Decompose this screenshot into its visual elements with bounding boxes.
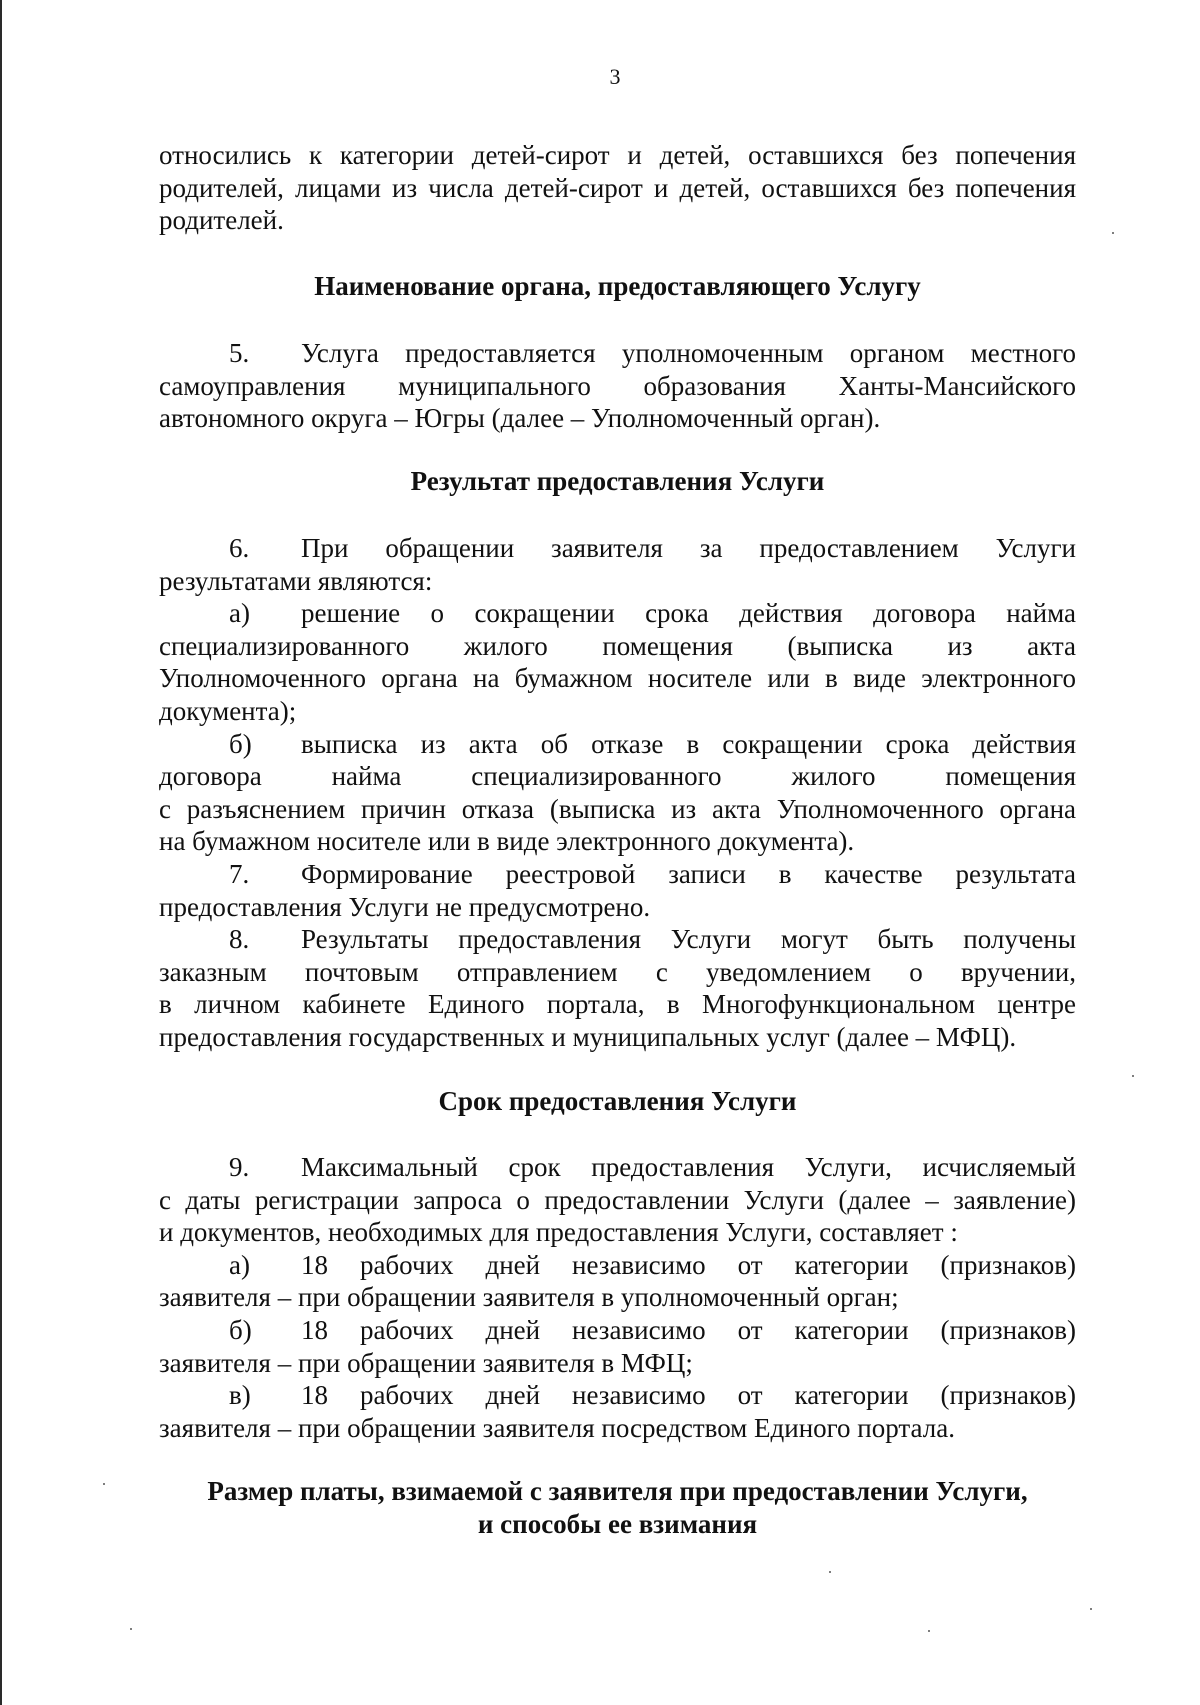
paragraph-number: в) — [229, 1380, 251, 1411]
paragraph-number: а) — [229, 1249, 250, 1280]
paragraph-line: договора найма специализированного жилого помещения — [159, 761, 1076, 792]
paragraph-line: выписка из акта об отказе в сокращении срока действия — [301, 728, 1076, 759]
paragraph-line: При обращении заявителя за предоставлением Услуги — [301, 533, 1076, 563]
paragraph-line: самоуправления муниципального образования Ханты-Мансийского — [159, 370, 1076, 401]
result-block — [159, 532, 1076, 1054]
paragraph-line: заявителя – при обращении заявителя в МФЦ; — [159, 1347, 693, 1378]
paragraph-line: документа); — [159, 695, 297, 726]
section-heading-fee — [159, 1475, 1076, 1540]
paragraph-line: результатами являются: — [159, 565, 433, 596]
paragraph-line: автономного округа – Югры (далее – Уполномоченный орган). — [159, 403, 881, 434]
paragraph-number: 8. — [229, 924, 250, 955]
paragraph-line: заказным почтовым отправлением с уведомлением о вручении, — [159, 956, 1076, 987]
paragraph-6b — [159, 728, 1076, 761]
paragraph-5 — [159, 337, 1076, 435]
paragraph-6 — [159, 532, 1076, 565]
paragraph-line: предоставления государственных и муниципальных услуг (далее – МФЦ). — [159, 1021, 1017, 1052]
paragraph-line: Формирование реестровой записи в качестве результата — [301, 858, 1076, 889]
scan-speck — [103, 1483, 105, 1485]
paragraph-number: б) — [229, 728, 252, 759]
heading-line: Размер платы, взимаемой с заявителя при предоставлении Услуги, — [207, 1476, 1028, 1506]
paragraph-number: б) — [229, 1314, 252, 1345]
paragraph-line: с даты регистрации запроса о предоставлении Услуги (далее – заявление) — [159, 1184, 1076, 1215]
paragraph-line: решение о сокращении срока действия договора найма — [301, 598, 1076, 629]
intro-line: относились к категории детей-сирот и детей, оставшихся без попечения — [159, 140, 1076, 170]
paragraph-line: Услуга предоставляется уполномоченным органом местного — [301, 338, 1076, 368]
paragraph-9 — [159, 1151, 1076, 1184]
section-heading-authority: Наименование органа, предоставляющего Услугу — [314, 271, 921, 301]
paragraph-line: 18 рабочих дней независимо от категории (признаков) — [301, 1314, 1076, 1345]
paragraph-line: Уполномоченного органа на бумажном носителе или в виде электронного — [159, 663, 1076, 694]
paragraph-number: 5. — [229, 338, 250, 368]
paragraph-line: в личном кабинете Единого портала, в Многофункциональном центре — [159, 989, 1076, 1020]
heading-line: и способы ее взимания — [477, 1508, 758, 1539]
paragraph-line: специализированного жилого помещения (выписка из акта — [159, 630, 1076, 661]
paragraph-line: предоставления Услуги не предусмотрено. — [159, 891, 651, 922]
paragraph-9a — [159, 1249, 1076, 1282]
paragraph-8 — [159, 923, 1076, 956]
term-block — [159, 1151, 1076, 1444]
scan-speck — [130, 1628, 132, 1630]
paragraph-6a — [159, 597, 1076, 630]
paragraph-line: 18 рабочих дней независимо от категории (признаков) — [301, 1380, 1076, 1411]
section-heading-result: Результат предоставления Услуги — [410, 466, 825, 496]
section-heading-term: Срок предоставления Услуги — [438, 1086, 797, 1116]
paragraph-number: 6. — [229, 533, 250, 563]
paragraph-line: на бумажном носителе или в виде электронного документа). — [159, 826, 855, 857]
paragraph-number: 7. — [229, 858, 250, 889]
paragraph-line: Результаты предоставления Услуги могут быть получены — [301, 924, 1076, 955]
paragraph-9c — [159, 1379, 1076, 1412]
page-number: 3 — [609, 64, 621, 89]
scan-speck — [829, 1571, 831, 1573]
intro-line: родителей, лицами из числа детей-сирот и детей, оставшихся без попечения — [159, 172, 1076, 203]
scan-speck — [928, 1630, 930, 1632]
paragraph-7 — [159, 858, 1076, 891]
paragraph-line: 18 рабочих дней независимо от категории (признаков) — [301, 1249, 1076, 1280]
scan-speck — [1090, 1608, 1092, 1610]
scan-edge — [0, 0, 2, 1705]
paragraph-line: заявителя – при обращении заявителя посредством Единого портала. — [159, 1412, 955, 1443]
paragraph-line: и документов, необходимых для предоставления Услуги, составляет : — [159, 1217, 958, 1248]
scan-speck — [1112, 232, 1114, 234]
intro-line: родителей. — [159, 205, 284, 236]
paragraph-number: 9. — [229, 1152, 250, 1182]
paragraph-9b — [159, 1314, 1076, 1347]
scan-speck — [1132, 1075, 1134, 1077]
intro-paragraph — [159, 139, 1076, 237]
paragraph-number: а) — [229, 598, 250, 629]
paragraph-line: заявителя – при обращении заявителя в уполномоченный орган; — [159, 1282, 899, 1313]
paragraph-line: с разъяснением причин отказа (выписка из акта Уполномоченного органа — [159, 793, 1076, 824]
paragraph-line: Максимальный срок предоставления Услуги, исчисляемый — [301, 1152, 1076, 1182]
